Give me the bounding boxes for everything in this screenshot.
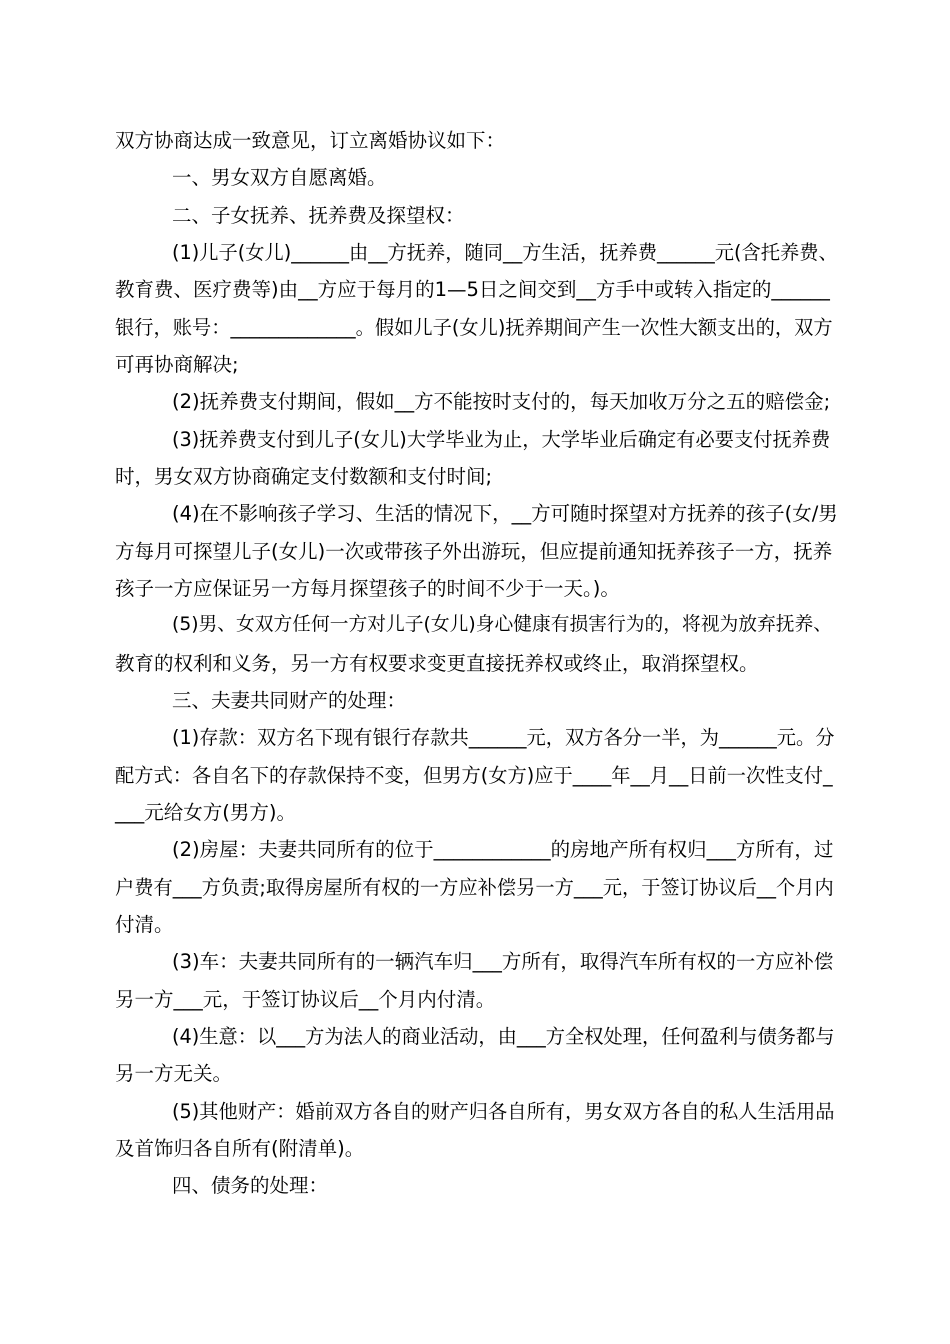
paragraph-line: 方每月可探望儿子(女儿)一次或带孩子外出游玩，但应提前通知抚养孩子一方，抚养: [115, 540, 833, 563]
paragraph-line: 户费有___方负责;取得房屋所有权的一方应补偿另一方___元，于签订协议后__个月内: [115, 876, 834, 899]
paragraph-line: 另一方无关。: [115, 1062, 233, 1085]
paragraph-line: 时，男女双方协商确定支付数额和支付时间;: [115, 465, 493, 488]
paragraph-line: 另一方___元，于签订协议后__个月内付清。: [115, 988, 496, 1011]
paragraph-line: (2)房屋：夫妻共同所有的位于____________的房地产所有权归___方所有，过: [172, 838, 834, 861]
paragraph-line: (5)男、女双方任何一方对儿子(女儿)身心健康有损害行为的，将视为放弃抚养、: [172, 614, 832, 635]
section-3-heading: 三、夫妻共同财产的处理：: [172, 689, 407, 712]
section-2-heading: 二、子女抚养、抚养费及探望权：: [172, 204, 465, 227]
paragraph-line: 可再协商解决;: [115, 353, 239, 376]
paragraph-line: 配方式：各自名下的存款保持不变，但男方(女方)应于____年__月__日前一次性支付_: [115, 764, 833, 787]
paragraph-line: 银行，账号：_____________。假如儿子(女儿)抚养期间产生一次性大额支出的，双方: [115, 316, 833, 339]
section-4-heading: 四、债务的处理：: [172, 1174, 329, 1197]
paragraph-line: 付清。: [115, 913, 174, 936]
paragraph-line: 教育费、医疗费等)由__方应于每月的1—5日之间交到__方手中或转入指定的______: [115, 278, 830, 301]
paragraph-line: (4)生意：以___方为法人的商业活动，由___方全权处理，任何盈利与债务都与: [172, 1025, 835, 1048]
paragraph-line: (5)其他财产：婚前双方各自的财产归各自所有，男女双方各自的私人生活用品: [172, 1100, 835, 1123]
paragraph-line: 孩子一方应保证另一方每月探望孩子的时间不少于一天。)。: [115, 577, 620, 600]
paragraph-line: 教育的权利和义务，另一方有权要求变更直接抚养权或终止，取消探望权。: [115, 652, 759, 675]
paragraph-line: ___元给女方(男方)。: [115, 801, 296, 824]
paragraph-line: (1)存款：双方名下现有银行存款共______元，双方各分一半，为______元。分: [172, 726, 835, 749]
paragraph-line: (3)抚养费支付到儿子(女儿)大学毕业为止，大学毕业后确定有必要支付抚养费: [172, 428, 831, 451]
intro-line: 双方协商达成一致意见，订立离婚协议如下：: [115, 129, 506, 152]
section-1-heading: 一、男女双方自愿离婚。: [172, 166, 387, 189]
paragraph-line: (3)车：夫妻共同所有的一辆汽车归___方所有，取得汽车所有权的一方应补偿: [172, 950, 834, 973]
paragraph-line: (2)抚养费支付期间，假如__方不能按时支付的，每天加收万分之五的赔偿金;: [172, 390, 831, 413]
paragraph-line: 及首饰归各自所有(附清单)。: [115, 1137, 365, 1160]
paragraph-line: (1)儿子(女儿)______由__方抚养，随同__方生活，抚养费______元(含托养费、: [172, 241, 838, 264]
paragraph-line: (4)在不影响孩子学习、生活的情况下，__方可随时探望对方抚养的孩子(女/男: [172, 502, 838, 525]
